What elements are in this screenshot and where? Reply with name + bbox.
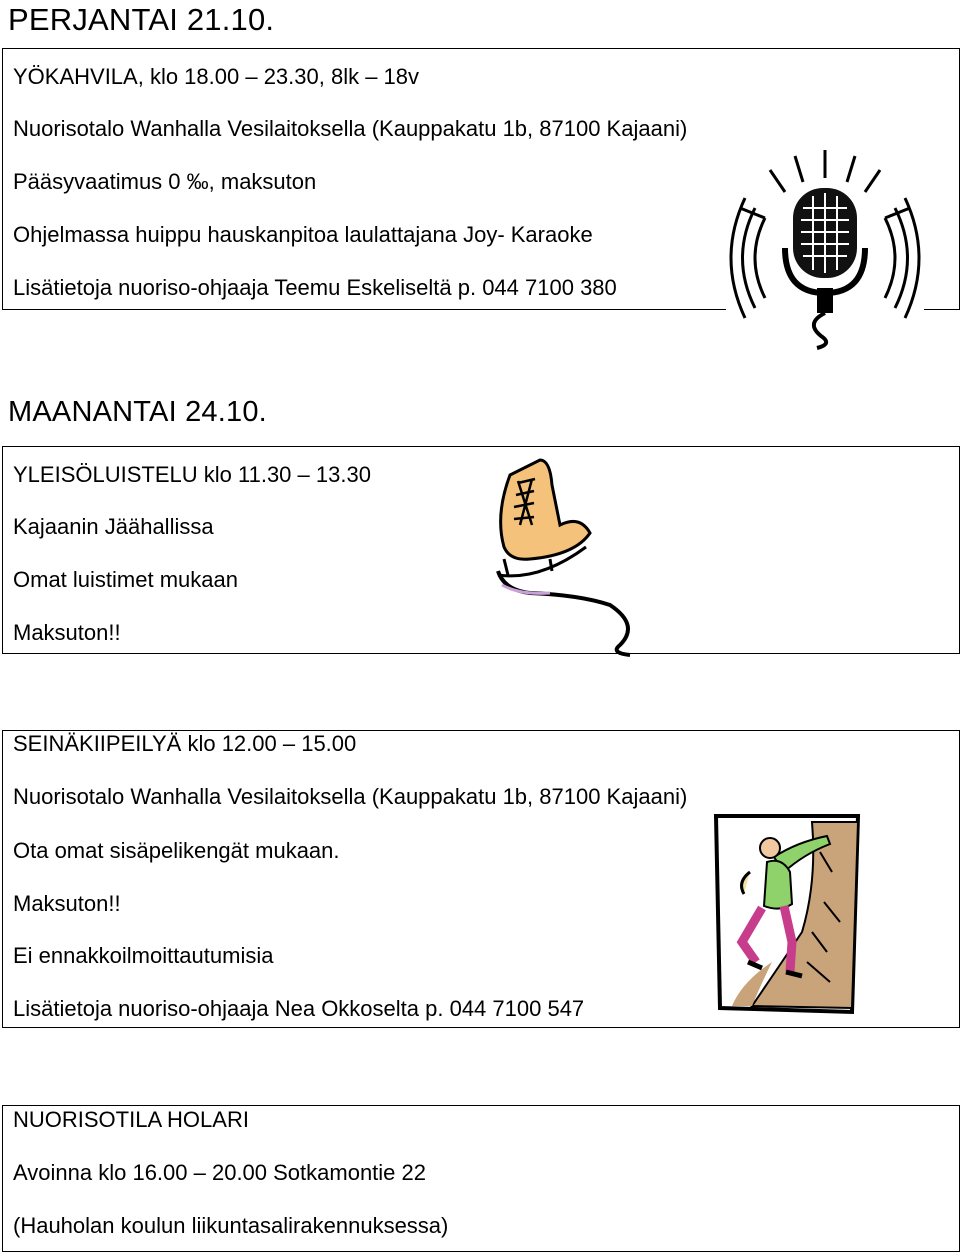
ice-skate-icon [490,455,640,655]
friday-line-3: Ohjelmassa huippu hauskanpitoa laulattajana Joy- Karaoke [13,222,593,247]
skating-title: YLEISÖLUISTELU [13,462,198,487]
friday-line-2: Pääsyvaatimus 0 ‰, maksuton [13,169,317,194]
skating-event-title [13,462,371,488]
climbing-title: SEINÄKIIPEILYÄ [13,731,182,756]
climbing-line-3: Maksuton!! [13,891,121,916]
skating-line-2: Omat luistimet mukaan [13,567,238,592]
climbing-line-4: Ei ennakkoilmoittautumisia [13,943,274,968]
skating-line-3: Maksuton!! [13,620,121,645]
climber-icon [712,812,862,1017]
skating-line-1: Kajaanin Jäähallissa [13,514,214,539]
climbing-time: klo 12.00 – 15.00 [181,731,357,756]
friday-line-1: Nuorisotalo Wanhalla Vesilaitoksella (Kauppakatu 1b, 87100 Kajaani) [13,116,688,141]
climbing-event-title [13,731,356,757]
yokahvila-title: YÖKAHVILA [13,64,138,89]
microphone-icon [725,148,925,348]
friday-event-title [13,64,419,90]
yokahvila-time: , klo 18.00 – 23.30, 8lk – 18v [137,64,420,89]
climbing-line-5: Lisätietoja nuoriso-ohjaaja Nea Okkoselta p. 044 7100 547 [13,996,585,1021]
monday-heading: MAANANTAI 24.10. [8,396,267,428]
climbing-line-1: Nuorisotalo Wanhalla Vesilaitoksella (Kauppakatu 1b, 87100 Kajaani) [13,784,688,809]
climbing-line-2: Ota omat sisäpelikengät mukaan. [13,838,340,863]
holari-title: NUORISOTILA HOLARI [13,1107,249,1132]
skating-time: klo 11.30 – 13.30 [197,462,371,487]
holari-line-1: Avoinna klo 16.00 – 20.00 Sotkamontie 22 [13,1160,427,1185]
friday-line-4: Lisätietoja nuoriso-ohjaaja Teemu Eskeliseltä p. 044 7100 380 [13,275,617,300]
holari-line-2: (Hauholan koulun liikuntasalirakennuksessa) [13,1213,449,1238]
friday-heading: PERJANTAI 21.10. [8,2,275,37]
